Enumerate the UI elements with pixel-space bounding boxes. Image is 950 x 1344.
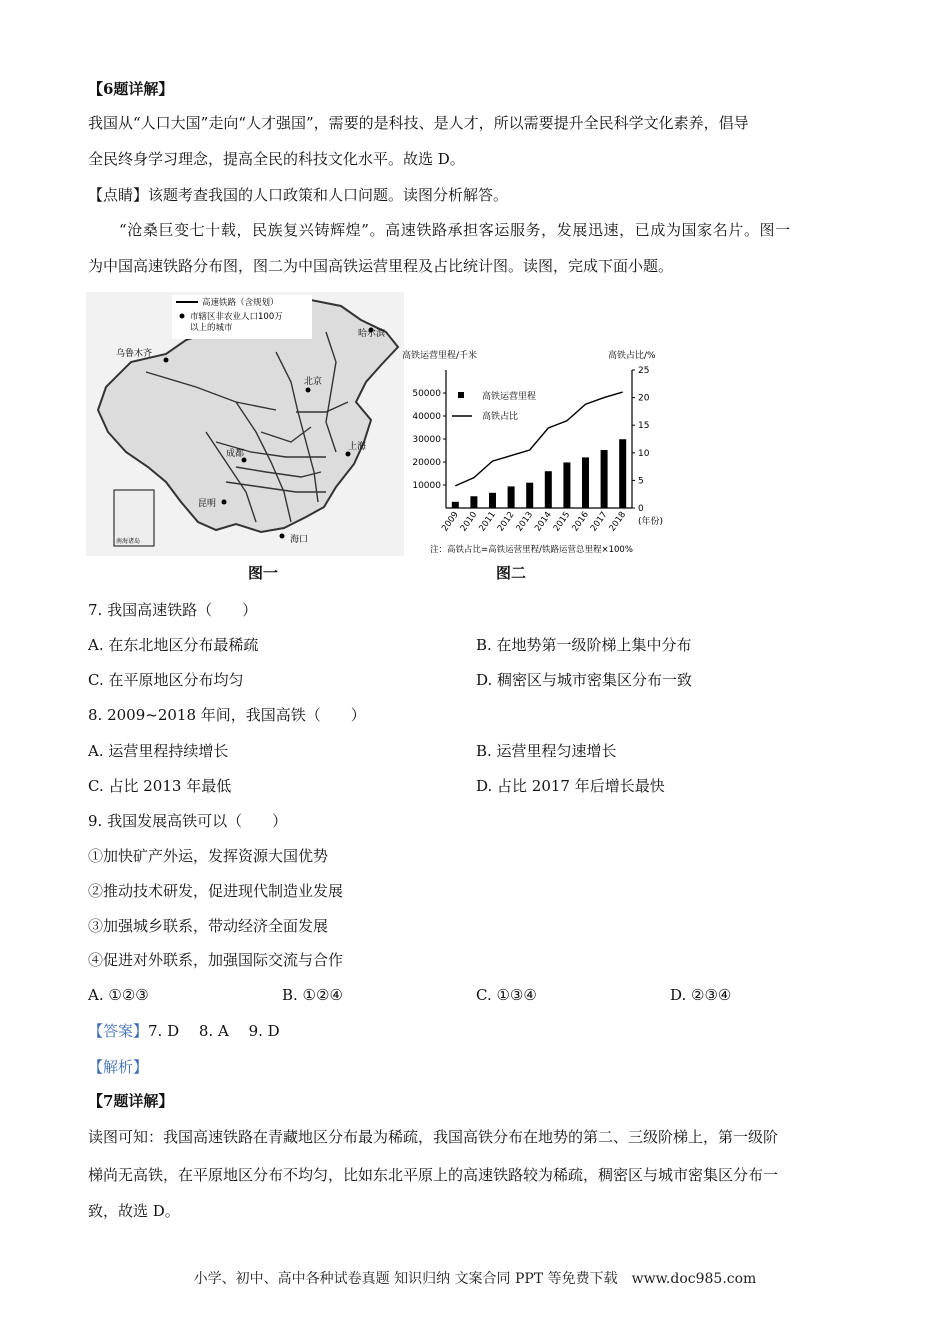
y-right-tick-label: 20 bbox=[638, 393, 650, 404]
question-stem: 7. 我国高速铁路（ ） bbox=[88, 601, 258, 619]
option-c: C. 在平原地区分布均匀 bbox=[88, 671, 244, 689]
bar-mileage-2013 bbox=[526, 483, 533, 508]
option-b: B. ①②④ bbox=[282, 986, 343, 1004]
city-label: 乌鲁木齐 bbox=[116, 349, 153, 359]
legend-city-label: 市辖区非农业人口100万 bbox=[190, 312, 283, 322]
legend-entry: 高铁占比 bbox=[482, 412, 519, 422]
city-label: 成都 bbox=[226, 449, 245, 459]
question-stem: 9. 我国发展高铁可以（ ） bbox=[88, 812, 288, 830]
option-a: A. ①②③ bbox=[88, 986, 149, 1004]
city-label: 哈尔滨 bbox=[358, 329, 386, 339]
y-right-label: 高铁占比/% bbox=[608, 351, 656, 361]
y-left-label: 高铁运营里程/千米 bbox=[402, 351, 478, 361]
q7-detail-heading: 【7题详解】 bbox=[88, 1092, 174, 1110]
chart-note: 注：高铁占比=高铁运营里程/铁路运营总里程×100% bbox=[430, 545, 633, 555]
railway-map bbox=[86, 292, 404, 556]
inset-label: 南海诸岛 bbox=[116, 538, 141, 545]
series-line-ratio bbox=[455, 392, 622, 486]
y-right-tick-label: 25 bbox=[638, 366, 650, 376]
y-left-tick-label: 30000 bbox=[412, 435, 441, 445]
q7-detail-text: 读图可知：我国高速铁路在青藏地区分布最为稀疏，我国高铁分布在地势的第二、三级阶梯上，第一级阶 bbox=[88, 1128, 779, 1146]
x-tick-label: 2012 bbox=[495, 509, 517, 534]
x-tick-label: 2011 bbox=[477, 509, 498, 534]
x-tick-label: 2009 bbox=[440, 509, 461, 534]
bar-mileage-2017 bbox=[601, 450, 608, 508]
x-tick-label: 2010 bbox=[458, 509, 480, 534]
y-left-tick-label: 40000 bbox=[412, 412, 441, 422]
q6-detail-heading: 【6题详解】 bbox=[88, 80, 174, 98]
city-label: 上海 bbox=[348, 442, 367, 452]
legend-entry: 高铁运营里程 bbox=[482, 392, 537, 402]
answer-text: 7. D 8. A 9. D bbox=[148, 1022, 280, 1040]
q6-comment: 【点睛】该题考查我国的人口政策和人口问题。读图分析解答。 bbox=[88, 186, 509, 204]
question-stem: 8. 2009~2018 年间，我国高铁（ ） bbox=[88, 706, 366, 724]
city-label: 北京 bbox=[304, 377, 323, 387]
y-right-tick-label: 5 bbox=[638, 476, 644, 487]
bar-mileage-2012 bbox=[508, 486, 515, 508]
answer-label: 【答案】 bbox=[88, 1022, 149, 1040]
legend-bar-swatch bbox=[458, 392, 464, 398]
option-a: A. 运营里程持续增长 bbox=[88, 742, 229, 760]
city-label: 海口 bbox=[290, 535, 309, 545]
legend-railway-label: 高速铁路（含规划） bbox=[202, 298, 279, 308]
x-tick-label: 2018 bbox=[607, 509, 629, 534]
bar-mileage-2009 bbox=[452, 502, 459, 508]
answer-line bbox=[88, 1020, 280, 1042]
bar-mileage-2015 bbox=[563, 462, 570, 508]
x-tick-label: 2014 bbox=[533, 509, 554, 534]
bar-mileage-2016 bbox=[582, 457, 589, 508]
bar-mileage-2014 bbox=[545, 471, 552, 508]
bar-mileage-2011 bbox=[489, 493, 496, 508]
passage-text: “沧桑巨变七十载，民族复兴铸辉煌”。高速铁路承担客运服务，发展迅速，已成为国家名片。图一 bbox=[119, 221, 791, 239]
statement-item: ②推动技术研发，促进现代制造业发展 bbox=[88, 882, 344, 900]
q6-detail-text: 我国从“人口大国”走向“人才强国”，需要的是科技、是人才，所以需要提升全民科学文化素养，倡导 bbox=[88, 114, 749, 132]
figure-caption: 图二 bbox=[496, 564, 527, 582]
y-left-tick-label: 10000 bbox=[412, 481, 441, 491]
x-axis-label: (年份) bbox=[638, 517, 664, 527]
x-tick-label: 2013 bbox=[514, 509, 536, 534]
x-tick-label: 2016 bbox=[570, 509, 591, 534]
railway-chart bbox=[400, 340, 690, 560]
y-left-tick-label: 50000 bbox=[412, 389, 441, 399]
bar-mileage-2010 bbox=[470, 496, 477, 508]
statement-item: ①加快矿产外运，发挥资源大国优势 bbox=[88, 847, 329, 865]
option-d: D. 占比 2017 年后增长最快 bbox=[476, 777, 665, 795]
analysis-label: 【解析】 bbox=[88, 1058, 149, 1076]
figure-caption: 图一 bbox=[248, 564, 279, 582]
option-c: C. ①③④ bbox=[476, 986, 537, 1004]
q7-detail-text: 梯尚无高铁，在平原地区分布不均匀，比如东北平原上的高速铁路较为稀疏，稠密区与城市密集区分布一 bbox=[88, 1166, 779, 1184]
option-d: D. ②③④ bbox=[670, 986, 732, 1004]
q7-detail-text: 致，故选 D。 bbox=[88, 1202, 180, 1220]
legend-city-label: 以上的城市 bbox=[190, 323, 233, 333]
y-right-tick-label: 10 bbox=[638, 448, 650, 459]
bar-mileage-2018 bbox=[619, 439, 626, 508]
statement-item: ④促进对外联系，加强国际交流与合作 bbox=[88, 951, 344, 969]
option-a: A. 在东北地区分布最稀疏 bbox=[88, 636, 259, 654]
option-b: B. 运营里程匀速增长 bbox=[476, 742, 617, 760]
page-footer: 小学、初中、高中各种试卷真题 知识归纳 文案合同 PPT 等免费下载 www.doc985.com bbox=[193, 1271, 757, 1287]
option-d: D. 稠密区与城市密集区分布一致 bbox=[476, 671, 693, 689]
passage-text: 为中国高速铁路分布图，图二为中国高铁运营里程及占比统计图。读图，完成下面小题。 bbox=[88, 257, 674, 275]
x-tick-label: 2017 bbox=[588, 509, 610, 534]
statement-item: ③加强城乡联系，带动经济全面发展 bbox=[88, 917, 329, 935]
y-left-tick-label: 20000 bbox=[412, 458, 441, 468]
option-c: C. 占比 2013 年最低 bbox=[88, 777, 232, 795]
x-tick-label: 2015 bbox=[551, 509, 573, 534]
y-right-tick-label: 0 bbox=[638, 504, 644, 514]
option-b: B. 在地势第一级阶梯上集中分布 bbox=[476, 636, 692, 654]
y-right-tick-label: 15 bbox=[638, 421, 650, 432]
q6-detail-text: 全民终身学习理念，提高全民的科技文化水平。故选 D。 bbox=[88, 150, 465, 168]
city-label: 昆明 bbox=[198, 499, 217, 509]
